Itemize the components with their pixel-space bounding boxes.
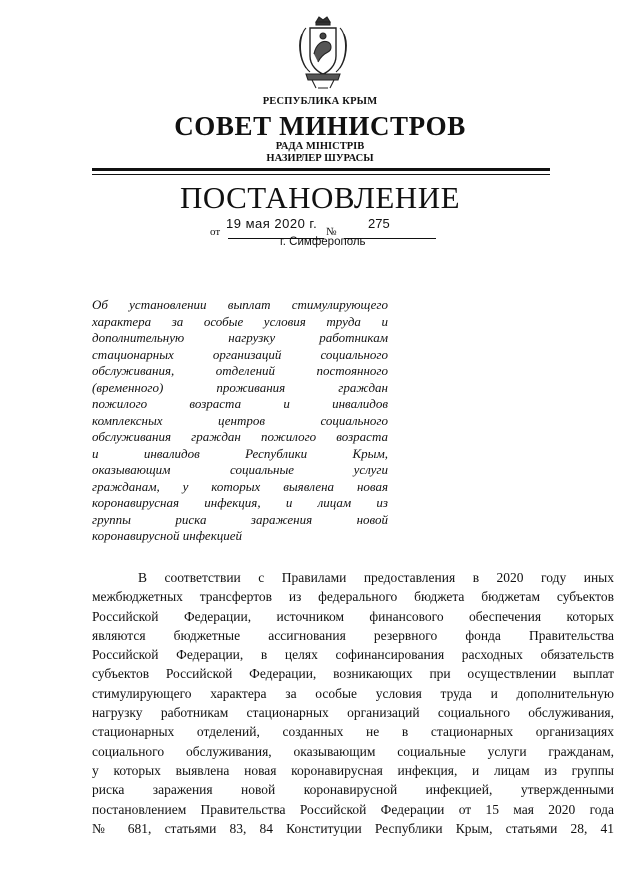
subject-line: обслуживания, отделений постоянного xyxy=(92,363,388,378)
subject-line: коронавирусной инфекцией xyxy=(92,528,243,543)
subject-line: коронавирусная инфекция, и лицам из xyxy=(92,495,388,510)
body-line: постановлением Правительства Российской Федерации от 15 мая 2020 года xyxy=(92,801,614,817)
subject-line: дополнительную нагрузку работникам xyxy=(92,330,388,345)
resolution-subject xyxy=(92,297,388,545)
subject-line: и инвалидов Республики Крым, xyxy=(92,445,388,461)
body-line: Российской Федерации, источником финансового обеспечения которых xyxy=(92,608,614,624)
issuing-city: г. Симферополь xyxy=(280,236,366,248)
body-line: социального обслуживания, оказывающим социальные услуги гражданам, xyxy=(92,743,614,759)
body-line: субъектов Российской Федерации, возникающих при осуществлении выплат xyxy=(92,666,614,682)
body-line: стационарных отделений, созданных не в стационарных организациях xyxy=(92,724,614,740)
subject-line: комплексных центров социального xyxy=(92,412,388,428)
subject-line: (временного) проживания граждан xyxy=(92,379,388,395)
body-line: Российской Федерации, в целях софинансирования расходных обязательств xyxy=(92,647,614,663)
body-line: межбюджетных трансфертов из федерального бюджета бюджетам субъектов xyxy=(92,589,614,605)
subject-line: гражданам, у которых выявлена новая xyxy=(92,478,388,494)
date-prefix-label: от xyxy=(210,226,221,238)
subject-line: характера за особые условия труда и xyxy=(92,313,388,329)
subject-line: стационарных организаций социального xyxy=(92,346,388,362)
resolution-number: 275 xyxy=(368,216,390,231)
resolution-date: 19 мая 2020 г. xyxy=(226,216,318,231)
header-divider-thick xyxy=(92,168,550,171)
subject-line: Об установлении выплат стимулирующего xyxy=(92,297,388,312)
header-divider-thin xyxy=(92,174,550,175)
body-line: стимулирующего характера за особые условия труда и дополнительную xyxy=(92,685,614,701)
body-line: являются бюджетные ассигнования резервного фонда Правительства xyxy=(92,627,614,643)
document-type-title: ПОСТАНОВЛЕНИЕ xyxy=(179,180,461,215)
council-name: СОВЕТ МИНИСТРОВ xyxy=(174,111,466,141)
resolution-body xyxy=(92,568,614,838)
subject-line: группы риска заражения новой xyxy=(92,511,388,527)
subject-line: обслуживания граждан пожилого возраста xyxy=(92,429,388,444)
republic-name: РЕСПУБЛИКА КРЫМ xyxy=(262,96,378,107)
subject-line: пожилого возраста и инвалидов xyxy=(92,396,388,411)
body-line: № 681, статьями 83, 84 Конституции Республики Крым, статьями 28, 41 xyxy=(92,820,614,836)
council-name-ukrainian: РАДА МІНІСТРІВ xyxy=(275,141,365,152)
crimea-coat-of-arms-icon xyxy=(292,14,354,92)
council-name-crimean-tatar: НАЗИРЛЕР ШУРАСЫ xyxy=(266,153,374,164)
body-line: у которых выявлена новая коронавирусная инфекция, и лицам из группы xyxy=(92,762,614,778)
body-line: В соответствии с Правилами предоставления в 2020 году иных xyxy=(138,570,614,585)
body-line: риска заражения новой коронавирусной инфекцией, утвержденными xyxy=(92,782,614,798)
subject-line: оказывающим социальные услуги xyxy=(92,462,388,477)
number-prefix-label: № xyxy=(326,226,337,238)
body-line: нагрузку работникам стационарных организаций социального обслуживания, xyxy=(92,705,614,721)
